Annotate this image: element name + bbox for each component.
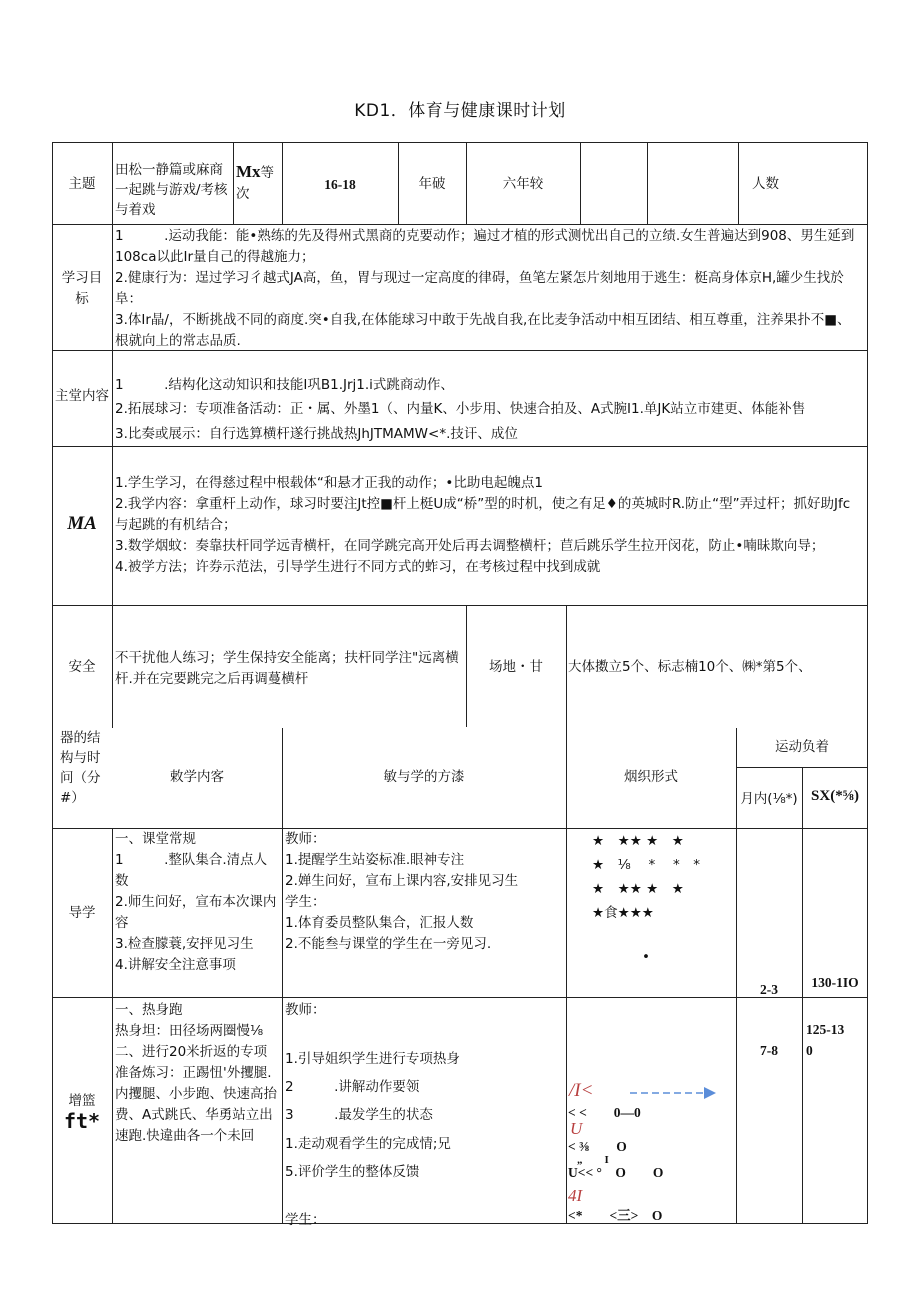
formation-row: ★ ⅛ * * * bbox=[592, 857, 701, 873]
section-method-line: 1.体育委员整队集合，汇报人数 bbox=[285, 915, 474, 931]
col-divider bbox=[566, 605, 567, 728]
formation-row: < ⅜ O bbox=[568, 1139, 627, 1154]
section-content-line: 3.检查朦蓑,安抨见习生 bbox=[115, 936, 254, 952]
section-method-line: 学生： bbox=[285, 894, 326, 910]
grade-value: 六年较 bbox=[502, 176, 544, 192]
theme-label: 主题 bbox=[68, 176, 96, 192]
col-divider bbox=[112, 142, 113, 728]
objective-1: 1 .运动我能：能•熟练的先及得州式黑商的克要动作；遍过才植的形式测忧出自己的立绩.女生普遍达到908、男生延到108ca以此Ir量自己的得越施力； bbox=[115, 228, 855, 265]
section-method-line: 教师： bbox=[285, 1002, 326, 1018]
grade-label: 年破 bbox=[418, 176, 446, 192]
col-divider bbox=[580, 142, 581, 224]
section-method-line: 学生： bbox=[285, 1212, 326, 1228]
objective-3: 3.体Ir晶/，不断挑战不同的商度.突•自我,在体能球习中敢于先战自我,在比麦争活动中相互团结、相互尊重，注养果扑不■、根就向上的常志品质. bbox=[115, 312, 851, 349]
section-method-line: 2.不能叁与课堂的学生在一旁见习. bbox=[285, 936, 492, 952]
formation-row: < < 0—0 bbox=[568, 1105, 641, 1120]
method-3: 3.数学烟蚊：奏靠扶杆同学远青横杆，在同学跳完高开处后再去调整横杆；苣后跳乐学生拉开闵花，防止•喃昧欺向导； bbox=[115, 538, 825, 554]
section-label: 增篮 bbox=[68, 1093, 96, 1109]
col-divider bbox=[112, 828, 113, 1224]
section-method-line: 3 .最发学生的状态 bbox=[285, 1107, 433, 1123]
formation-marker: U bbox=[570, 1119, 583, 1138]
row-divider bbox=[52, 224, 868, 225]
load-header: 运动负着 bbox=[775, 739, 829, 755]
section-method-line: 1.走动观看学生的完成情;兄 bbox=[285, 1136, 451, 1152]
formation-row: „ I bbox=[577, 1154, 609, 1166]
people-label: 人数 bbox=[752, 176, 779, 192]
section-time: 2-3 bbox=[760, 982, 778, 997]
formation-marker: /I< bbox=[569, 1080, 594, 1101]
lesson-number-label: Mx等次 bbox=[236, 162, 275, 202]
load-rate-header: SX(*⅝) bbox=[811, 788, 859, 804]
dashed-arrow-icon bbox=[628, 1085, 720, 1101]
col-divider bbox=[233, 142, 234, 224]
method-2: 2.我学内容：拿重杆上动作，球习时要注Jt控■杆上梃U成“桥”型的时机，使之有足♦的英城时R.防止“型”弄过杆；抓好助Jfc与起跳的有机结合； bbox=[115, 496, 851, 533]
main-content-1: 1 .结构化这动知识和技能I巩B1.Jrj1.i式跳商动作、 bbox=[115, 377, 454, 393]
formation-marker: 4I bbox=[568, 1186, 583, 1205]
load-time-header: 月内(⅛*) bbox=[740, 791, 798, 807]
section-content-line: 二、进行20米折返的专项准备炼习：正踢忸'外攫腿.内攫腿、小步跑、快速高抬费、A式跳氏、华勇站立出速跑.快違曲各一个未回 bbox=[115, 1044, 277, 1144]
objectives-label: 学习目标 bbox=[61, 270, 103, 307]
lesson-number-value: 16-18 bbox=[324, 177, 356, 192]
formation-teacher-marker: • bbox=[642, 949, 650, 965]
document-title: KD1．体育与健康课时计划 bbox=[354, 101, 566, 121]
venue-label: 场地・甘 bbox=[489, 659, 543, 675]
row-divider bbox=[52, 605, 868, 606]
section-content-line: 1 .整队集合.清点人数 bbox=[115, 852, 268, 889]
col-divider bbox=[802, 767, 803, 1224]
section-content-line: 2.师生问好，宣布本次课内容 bbox=[115, 894, 277, 931]
col-divider bbox=[647, 142, 648, 224]
safety-text: 不干扰他人练习；学生保持安全能离；扶杆同学注"远离横杆.并在完要跳完之后再调蔓横杆 bbox=[115, 650, 459, 687]
section-method-line: 1.提醒学生站姿标准.眼神专注 bbox=[285, 852, 465, 868]
main-content-2: 2.拓展球习：专项准备活动：正・属、外墨1（、内量K、小步用、快速合拍及、A式腕I1.单JK站立市建更、体能补售 bbox=[115, 401, 806, 417]
formation-row: ★ ★★ ★ ★ bbox=[592, 833, 684, 849]
col-divider bbox=[566, 728, 567, 1224]
section-label-large: ft* bbox=[63, 1109, 101, 1133]
section-content-line: 热身坦：田径场两圈慢⅛ bbox=[115, 1023, 264, 1039]
section-method-line: 1.引导姐织学生进行专项热身 bbox=[285, 1051, 460, 1067]
formation-row: ★ ★★ ★ ★ bbox=[592, 881, 684, 897]
safety-label: 安全 bbox=[68, 659, 96, 675]
main-content-label: 主堂内容 bbox=[55, 388, 109, 404]
methods-label: MA bbox=[67, 513, 97, 534]
section-content-line: 一、热身跑 bbox=[115, 1002, 183, 1018]
objective-2: 2.健康行为：逞过学习彳越式JA高，鱼，胃与现过一定高度的律碍，鱼笔左紧怎片刻地用于逃生：梃高身体京H,罐少生找於阜： bbox=[115, 270, 844, 307]
section-content-line: 4.讲解安全注意事项 bbox=[115, 957, 236, 973]
section-content-line: 一、课堂常规 bbox=[115, 831, 196, 847]
section-method-line: 2 .讲解动作要领 bbox=[285, 1079, 420, 1095]
section-time: 7-8 bbox=[760, 1043, 778, 1058]
formation-row: <* <三> O bbox=[568, 1208, 663, 1223]
row-divider bbox=[52, 446, 868, 447]
content-header: 敕学内客 bbox=[170, 769, 224, 785]
main-content-3: 3.比奏或展示：自行选算横杆遂行挑战热JhJTMAMW<*.技讦、成位 bbox=[115, 426, 518, 442]
formation-row: U<< ° O O bbox=[568, 1165, 664, 1180]
section-method-line: 教师： bbox=[285, 831, 326, 847]
organization-header: 烟织形式 bbox=[624, 769, 678, 785]
method-4: 4.被学方法；许券示范法，引导学生进行不同方式的蚱习，在考核过程中找到成就 bbox=[115, 559, 601, 575]
section-label: 导学 bbox=[68, 905, 96, 921]
formation-row: ★食★★★ bbox=[592, 905, 654, 921]
structure-header: 器的结构与时问（分#） bbox=[60, 730, 101, 806]
arrow-head bbox=[704, 1087, 716, 1099]
theme-value: 田松一静篇或麻商一起跳与游戏/考核与着戏 bbox=[115, 162, 228, 218]
methods-header: 敏与学的方漆 bbox=[383, 769, 465, 785]
section-method-line: 2.婵生问好，宣布上课内容,安排见习生 bbox=[285, 873, 519, 889]
section-rate: 130-1IO bbox=[811, 975, 859, 990]
col-divider bbox=[282, 728, 283, 1224]
section-method-line: 5.评价学生的整体反馈 bbox=[285, 1164, 420, 1180]
section-rate: 125-130 bbox=[806, 1022, 845, 1058]
method-1: 1.学生学习，在得慈过程中根载体“和悬才正我的动作；•比助电起魄点1 bbox=[115, 475, 543, 491]
venue-text: 大体擞立5个、标志楠10个、㈱*第5个、 bbox=[568, 659, 812, 675]
